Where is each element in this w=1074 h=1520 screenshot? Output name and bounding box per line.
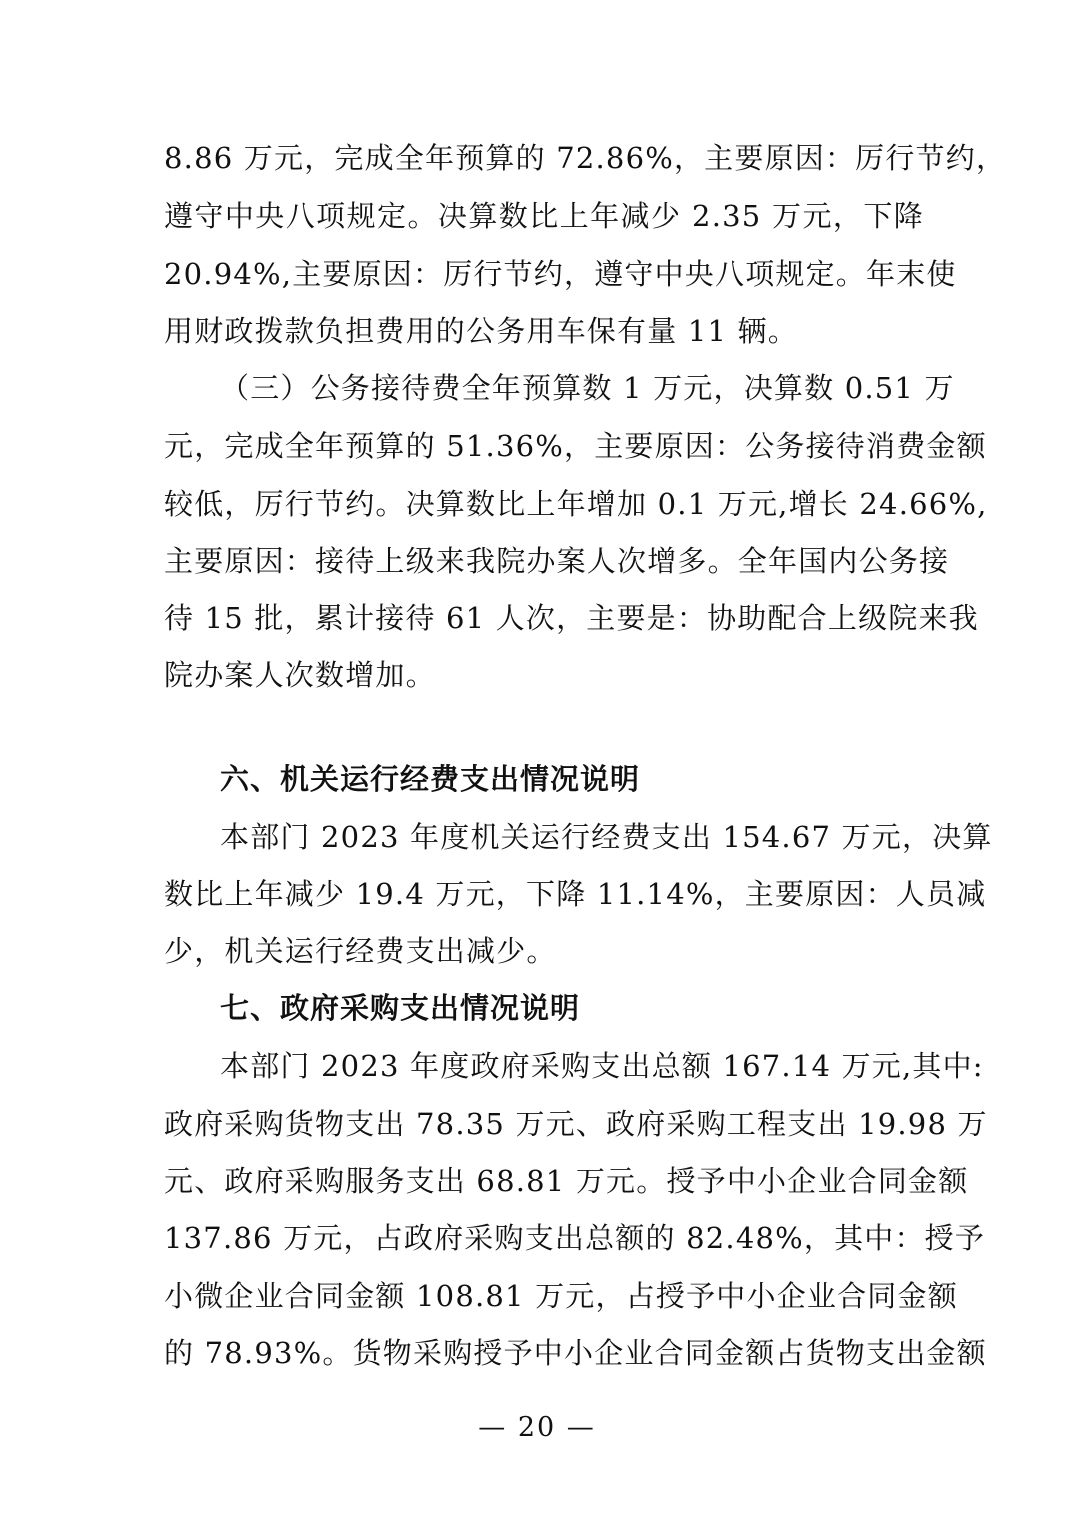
paragraph-line: 本部门 2023 年度机关运行经费支出 154.67 万元，决算 (220, 820, 993, 854)
paragraph-line: 数比上年减少 19.4 万元，下降 11.14%，主要原因：人员减 (164, 877, 987, 911)
paragraph-line: 的 78.93%。货物采购授予中小企业合同金额占货物支出金额 (164, 1336, 987, 1370)
paragraph-line: 8.86 万元，完成全年预算的 72.86%，主要原因：厉行节约， (164, 141, 1007, 175)
paragraph-line: 用财政拨款负担费用的公务用车保有量 11 辆。 (164, 314, 798, 348)
paragraph-line: 本部门 2023 年度政府采购支出总额 167.14 万元,其中: (220, 1049, 984, 1083)
paragraph-line: 元、政府采购服务支出 68.81 万元。授予中小企业合同金额 (164, 1164, 969, 1198)
paragraph-line: 少，机关运行经费支出减少。 (164, 934, 557, 968)
section-heading: 六、机关运行经费支出情况说明 (220, 762, 641, 796)
paragraph-line: 小微企业合同金额 108.81 万元，占授予中小企业合同金额 (164, 1279, 958, 1313)
paragraph-line: （三）公务接待费全年预算数 1 万元，决算数 0.51 万 (220, 371, 955, 405)
paragraph-line: 较低，厉行节约。决算数比上年增加 0.1 万元,增长 24.66%, (164, 487, 988, 521)
paragraph-line: 待 15 批，累计接待 61 人次，主要是：协助配合上级院来我 (164, 601, 979, 635)
paragraph-line: 院办案人次数增加。 (164, 658, 436, 692)
paragraph-line: 元，完成全年预算的 51.36%，主要原因：公务接待消费金额 (164, 429, 987, 463)
paragraph-line: 20.94%,主要原因：厉行节约，遵守中央八项规定。年末使 (164, 257, 957, 291)
section-heading: 七、政府采购支出情况说明 (220, 991, 581, 1025)
paragraph-line: 政府采购货物支出 78.35 万元、政府采购工程支出 19.98 万 (164, 1107, 988, 1141)
paragraph-line: 主要原因：接待上级来我院办案人次增多。全年国内公务接 (164, 544, 950, 578)
page-number: — 20 — (478, 1412, 596, 1443)
paragraph-line: 遵守中央八项规定。决算数比上年减少 2.35 万元，下降 (164, 199, 924, 233)
paragraph-line: 137.86 万元，占政府采购支出总额的 82.48%，其中：授予 (164, 1221, 986, 1255)
